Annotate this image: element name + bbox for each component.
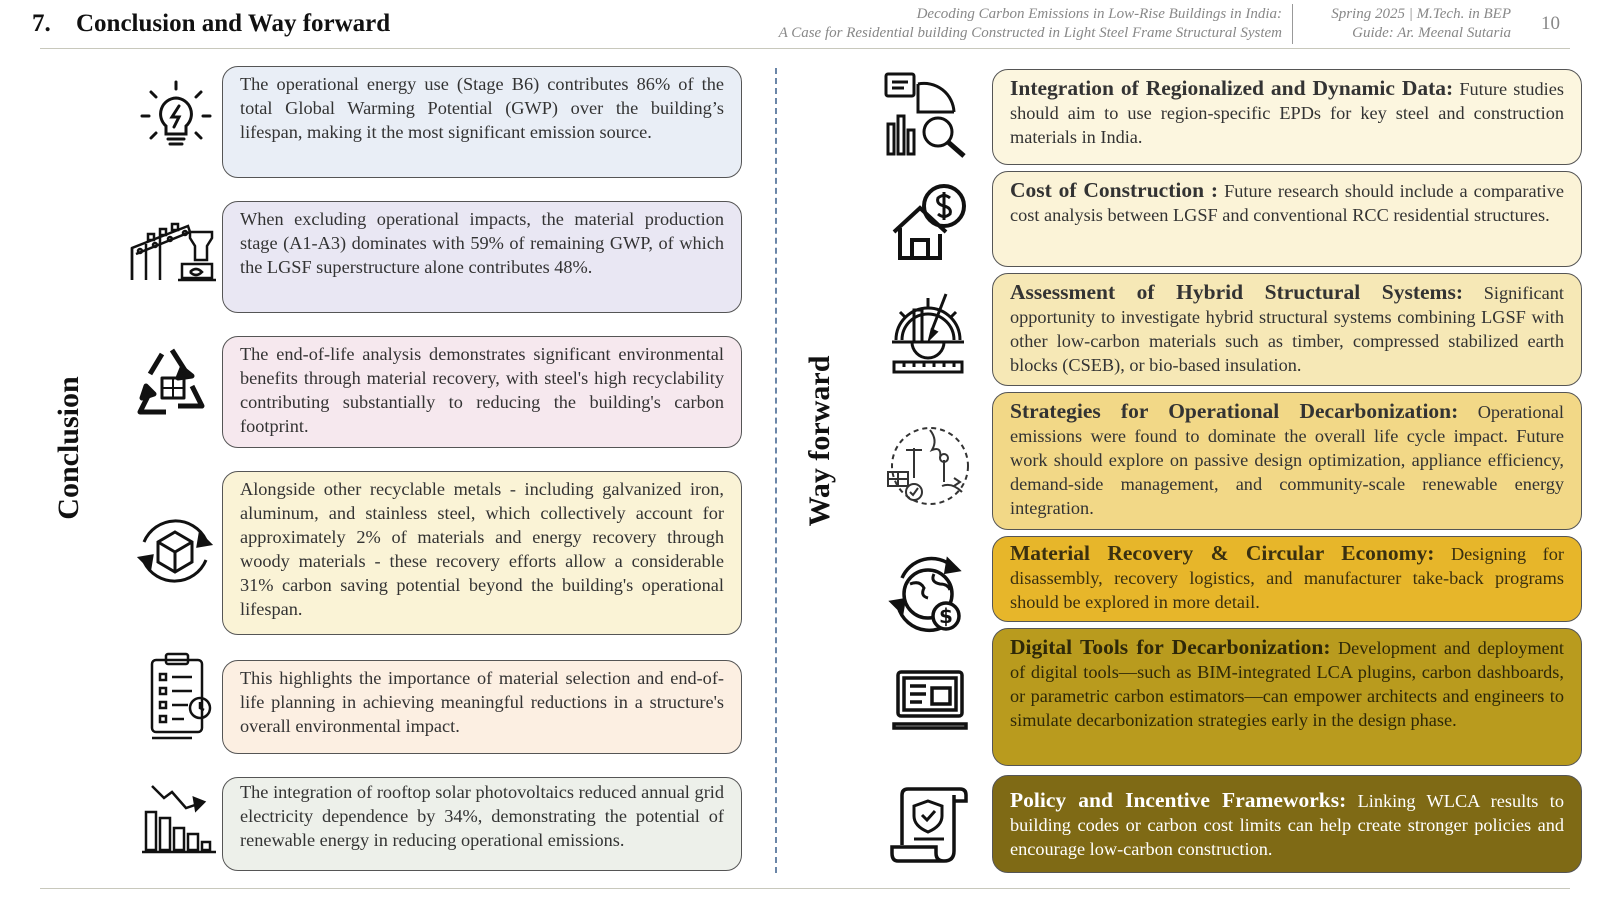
recycle-icon	[132, 346, 212, 420]
way-forward-item	[992, 171, 1582, 267]
way-forward-item-text: Operational emissions were found to dominate the overall life cycle impact. Future work should explore on passive design optimization, appliance efficiency, demand-side management, and community-scale renewable energy integration.	[1010, 402, 1564, 518]
way-forward-item-text: Significant opportunity to investigate hybrid structural systems combining LGSF with other low-carbon materials such as timber, compressed stabilized earth blocks (CSEB), or bio-based insulation.	[1010, 283, 1564, 375]
house-cost-icon	[890, 182, 970, 262]
conclusion-item: The end-of-life analysis demonstrates significant environmental benefits through material recovery, with steel's high recyclability contributing substantially to reducing the building's carbon footprint.	[222, 336, 742, 448]
way-forward-item-text: Development and deployment of digital tools—such as BIM-integrated LCA plugins, carbon dashboards, or parametric carbon estimators—can empower architects and engineers to simulate decarbonization strategies early in the design phase.	[1010, 638, 1564, 730]
factory-conveyor-icon	[130, 220, 218, 284]
svg-text:$: $	[939, 604, 953, 628]
header-rule	[40, 48, 1570, 49]
way-forward-item-text: Future studies should aim to use region-specific EPDs for key steel and construction materials in India.	[1010, 79, 1564, 147]
thesis-title	[662, 5, 1282, 43]
term: Spring 2025 | M.Tech. in BEP	[1331, 6, 1511, 22]
conclusion-item: Alongside other recyclable metals - including galvanized iron, aluminum, and stainless steel, which collectively account for approximately 2% of materials and energy recovery through woody materials - these recovery efforts allow a considerable 31% carbon saving potential beyond the building's operational lifespan.	[222, 471, 742, 635]
thesis-title-line1: Decoding Carbon Emissions in Low-Rise Buildings in India:	[916, 6, 1282, 22]
section-number: 7.	[32, 10, 51, 37]
header-separator	[1292, 4, 1293, 44]
way-forward-item	[992, 536, 1582, 622]
way-forward-item-title: Strategies for Operational Decarbonization:	[1010, 399, 1459, 423]
way-forward-item-title: Material Recovery & Circular Economy:	[1010, 541, 1435, 565]
thesis-title-line2: A Case for Residential building Constructed in Light Steel Frame Structural System	[778, 25, 1282, 41]
declining-chart-icon	[142, 782, 216, 856]
way-forward-item-title: Cost of Construction :	[1010, 178, 1219, 202]
way-forward-item-title: Policy and Incentive Frameworks:	[1010, 788, 1347, 812]
conclusion-item: The integration of rooftop solar photovoltaics reduced annual grid electricity dependence by 34%, demonstrating the potential of renewable energy in reducing operational emissions.	[222, 777, 742, 871]
laptop-dashboard-icon	[892, 668, 968, 734]
way-forward-item	[992, 628, 1582, 766]
way-forward-item-title: Assessment of Hybrid Structural Systems:	[1010, 280, 1463, 304]
lightbulb-icon	[138, 78, 214, 154]
checklist-clock-icon	[148, 652, 216, 742]
course-info	[1301, 5, 1511, 43]
way-forward-item	[992, 69, 1582, 165]
engineering-gear-icon	[888, 290, 968, 378]
conclusion-label: Conclusion	[52, 376, 85, 520]
conclusion-item: When excluding operational impacts, the material production stage (A1-A3) dominates with 59% of remaining GWP, of which the LGSF superstructure alone contributes 48%.	[222, 201, 742, 313]
data-analysis-icon	[884, 72, 970, 158]
conclusion-item: This highlights the importance of material selection and end-of-life planning in achieving meaningful reductions in a structure's overall environmental impact.	[222, 660, 742, 754]
footer-rule	[40, 888, 1570, 889]
way-forward-item-title: Digital Tools for Decarbonization:	[1010, 635, 1331, 659]
cube-cycle-icon	[134, 512, 216, 590]
policy-document-icon	[890, 785, 970, 865]
way-forward-item	[992, 273, 1582, 386]
way-forward-label: Way forward	[803, 355, 836, 527]
conclusion-item: The operational energy use (Stage B6) contributes 86% of the total Global Warming Potential (GWP) over the building’s lifespan, making it the most significant emission source.	[222, 66, 742, 178]
renewable-energy-icon	[884, 420, 974, 510]
way-forward-item-text: Designing for disassembly, recovery logistics, and manufacturer take-back programs should be explored in more detail.	[1010, 544, 1564, 612]
way-forward-item-text: Linking WLCA results to building codes or carbon cost limits can help create stronger policies and encourage low-carbon construction.	[1010, 791, 1564, 859]
page-number: 10	[1541, 13, 1560, 34]
page-title: Conclusion and Way forward	[76, 10, 391, 37]
circular-economy-icon	[888, 554, 970, 636]
way-forward-item	[992, 392, 1582, 530]
way-forward-item	[992, 775, 1582, 873]
guide: Guide: Ar. Meenal Sutaria	[1352, 25, 1511, 41]
column-divider	[775, 68, 777, 873]
way-forward-item-title: Integration of Regionalized and Dynamic Data:	[1010, 76, 1454, 100]
way-forward-item-text: Future research should include a comparative cost analysis between LGSF and conventional RCC residential structures.	[1010, 181, 1564, 225]
